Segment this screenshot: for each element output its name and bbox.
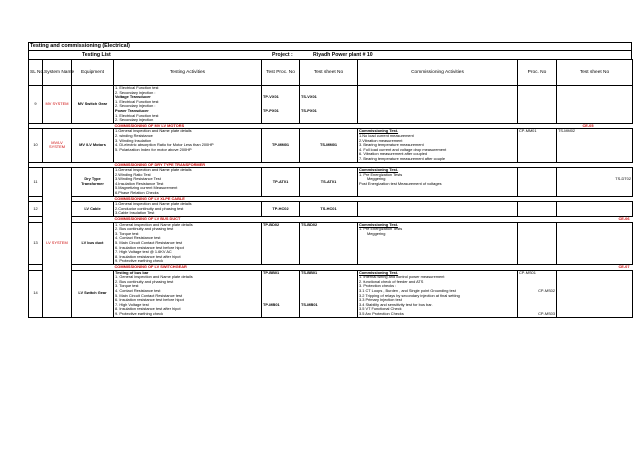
activity-line: Power Transducer: [115, 107, 149, 113]
activity-line: 6. Insulation resistance test before hipot: [115, 297, 184, 303]
activity-line: 3. Winding Insulation: [115, 137, 152, 143]
sl-cell: 12: [29, 202, 43, 217]
comm-title: Commissioning Test.: [359, 167, 399, 173]
system-cell: MV/LV SYSTEM: [43, 129, 72, 162]
comm-title: Commissioning Test.: [359, 128, 399, 134]
table-row: [29, 270, 633, 317]
section-code: CE-07: [618, 263, 630, 269]
comm-line: Meggering: [367, 230, 386, 236]
sheet-no: TS-PX01: [301, 107, 317, 113]
proc-no: TP-BB01: [263, 269, 280, 275]
activity-line: 5. Main Circuit Contact Resistance test: [115, 292, 183, 298]
col-comm: Commissioning Activities: [358, 60, 518, 86]
comm-line: 3. Bearing temperature measurement: [359, 142, 424, 148]
proc-cell: [262, 86, 300, 124]
col-proc: Test Proc. No: [262, 60, 300, 86]
col-sheet: Test sheet No: [300, 60, 358, 86]
comm-cell: [358, 168, 518, 197]
comm-line: 3.2 Tripping of relays by secondary injection at final setting: [359, 292, 460, 298]
activity-line: 2. Bus continuity and phasing test: [115, 226, 174, 232]
comm-title: Commissioning Test.: [359, 221, 399, 227]
sl-cell: 9: [29, 86, 43, 124]
proc2-cell: [518, 222, 557, 264]
sheet2-cell: [557, 222, 633, 264]
comm-line: 3.3 Primary Injection test: [359, 297, 402, 303]
activity-line: 1.General inspection and Name plate details: [115, 167, 192, 173]
table-row: [29, 86, 633, 124]
activity-line: 6. Insulation resistance test before hipot: [115, 244, 184, 250]
system-cell: [43, 202, 72, 217]
comm-line: 1. Pre Energization Tests: [359, 226, 403, 232]
equipment-cell: LV Cable: [72, 202, 114, 217]
proc-no: CP-MS02: [538, 287, 555, 293]
activity-line: 1.General inspection and Name plate details: [115, 128, 192, 134]
activity-line: 4.Insulation Resistance Test: [115, 180, 164, 186]
comm-line: 3.4 Stability and sensitivity test for bus bar.: [359, 301, 433, 307]
proc-no: CP-MS01: [519, 269, 536, 275]
section-title: COMMISSIONING OF LV BUS DUCT: [114, 216, 181, 222]
equipment-cell: LV bus duct: [72, 222, 114, 264]
activity-line: 3. Torque test: [115, 283, 139, 289]
section-code: CE-06: [618, 216, 630, 222]
list-label: Testing List: [82, 52, 111, 58]
system-cell: LV SYSTEM: [43, 222, 72, 264]
section-title: COMMISSIONING OF DRY TYPE TRANSFORMER: [114, 162, 633, 168]
document-title: Testing and commissioning (Electrical): [28, 42, 632, 50]
col-activities: Testing Activities: [114, 60, 262, 86]
document-subheader: [28, 50, 632, 59]
activity-line: 5. Polarization Index for motor above 200HP: [115, 146, 192, 152]
proc-cell: TP-MM01: [262, 129, 300, 162]
sheet-cell: TS-MM01: [300, 129, 358, 162]
sheet-no: TS-MB01: [301, 301, 318, 307]
sheet-cell: [300, 270, 358, 317]
activity-line: 5.Magnetizing current Measurement: [115, 185, 178, 191]
sl-cell: 11: [29, 168, 43, 197]
activity-line: 8. Insulation resistance test after hipot: [115, 306, 181, 312]
proc-no: TP-PX01: [263, 107, 279, 113]
activity-line: 2.Winding Ratio Test: [115, 171, 151, 177]
activity-line: 8. Insulation resistance test after hipot: [115, 253, 181, 259]
comm-line: 2.Vibration measurement: [359, 137, 403, 143]
comm-line: Post Energization test Measurement of voltages: [359, 180, 442, 186]
activity-line: 7. High Voltage test @ 1.6KV AC: [115, 249, 172, 255]
sheet2-cell: [557, 86, 633, 124]
activities-cell: [114, 129, 262, 162]
section-title: COMMISSIONING OF LV SWITCHGEAR: [114, 263, 187, 269]
comm-line: 2. functional check of feeder and ATS: [359, 278, 424, 284]
activity-line: 2. Bus continuity and phasing test: [115, 278, 174, 284]
sheet-no: TS-BB01: [301, 269, 318, 275]
sheet2-cell: [557, 168, 633, 197]
sl-cell: 13: [29, 222, 43, 264]
proc2-cell: CP-MM01: [518, 129, 557, 162]
activity-line: 2.Conductor continuity and phasing test: [115, 205, 184, 211]
table-row: [29, 129, 633, 162]
comm-line: 1.No load current measurement: [359, 132, 414, 138]
comm-line: 3.5 Arc Protection Checks: [359, 310, 404, 316]
proc-cell: TP-AT01: [262, 168, 300, 197]
comm-title: Commissioning Test.: [359, 269, 399, 275]
activity-line: 1. General inspection and Name plate details: [115, 274, 193, 280]
comm-cell: [358, 202, 518, 217]
activity-line: 1. Electrical Function test: [115, 98, 159, 104]
comm-cell: [358, 270, 518, 317]
proc-no: TP-VX01: [263, 94, 279, 100]
col-equipment: Equipment: [72, 60, 114, 86]
col-sl: SL No.: [29, 60, 43, 86]
proc-cell: [262, 270, 300, 317]
proc-cell: TP-HC02: [262, 202, 300, 217]
proc2-cell: [518, 168, 557, 197]
project-name: Riyadh Power plant # 10: [313, 52, 373, 58]
equipment-cell: LV Switch Gear: [72, 270, 114, 317]
proc-cell: TP-BD02: [262, 222, 300, 264]
activity-line: 2. winding Resistance: [115, 132, 153, 138]
header-row: [29, 60, 633, 86]
proc2-cell: [518, 86, 557, 124]
col-sheet2: Test sheet No: [557, 60, 633, 86]
sheet2-cell: TS-MM02: [557, 129, 633, 162]
activity-line: 2. Secondary injection: [115, 117, 154, 123]
comm-line: 1. Internal wiring and control power measurement: [359, 274, 445, 280]
system-cell: [43, 168, 72, 197]
sheet-no: TS-DT02: [615, 176, 631, 182]
activity-line: 2. Secondary injection :: [115, 89, 156, 95]
sheet-cell: TS-AT01: [300, 168, 358, 197]
comm-line: 1. Pre Energization Tests: [359, 171, 403, 177]
sheet2-cell: [557, 202, 633, 217]
col-system: System Name: [43, 60, 72, 86]
activity-line: 7. High Voltage test: [115, 301, 149, 307]
activity-line: 9. Protective earthing check: [115, 310, 164, 316]
activities-cell: [114, 222, 262, 264]
proc-no: CP-MS03: [538, 310, 555, 316]
activities-cell: [114, 86, 262, 124]
sl-cell: 10: [29, 129, 43, 162]
comm-line: 3.5 VT Functional Check: [359, 306, 402, 312]
comm-line: Meggering: [367, 176, 386, 182]
activity-line: 1. Electrical Function test: [115, 112, 159, 118]
activities-cell: [114, 168, 262, 197]
activity-title: Testing of bus bar: [115, 269, 149, 275]
activity-line: Voltage Transducer: [115, 94, 151, 100]
comm-line: 7. Bearing temperature measurement after couple: [359, 155, 446, 161]
proc2-cell: [518, 202, 557, 217]
comm-cell: [358, 86, 518, 124]
activity-line: 4. Contact Resistance test: [115, 235, 161, 241]
activity-line: 1. Electrical Function test: [115, 85, 159, 90]
system-cell: [43, 270, 72, 317]
sl-cell: 14: [29, 270, 43, 317]
col-proc2: Proc. No: [518, 60, 557, 86]
activities-cell: [114, 202, 262, 217]
comm-line: 6. Vibration measurement after coupled: [359, 151, 428, 157]
comm-line: 3.1 CT Loops , Burden , and Single point Grounding test: [359, 287, 456, 293]
equipment-cell: Dry Type Transformer: [72, 168, 114, 197]
system-cell: MV SYSTEM: [43, 86, 72, 124]
comm-cell: [358, 129, 518, 162]
equipment-cell: MV /LV Motors: [72, 129, 114, 162]
activity-line: 1.General inspection and Name plate details: [115, 201, 192, 207]
sheet2-cell: [557, 270, 633, 317]
activity-line: 2. Secondary injection :: [115, 103, 156, 109]
activity-line: 4. Di-electric absorption Ratio for Motor Less than 200HP: [115, 142, 214, 148]
activity-line: 9. Protective earthing check: [115, 258, 164, 264]
equipment-cell: MV Switch Gear: [72, 86, 114, 124]
activities-cell: [114, 270, 262, 317]
table-row: [29, 222, 633, 264]
sheet-cell: [300, 86, 358, 124]
section-code: CE-05: [582, 122, 594, 128]
table-row: [29, 168, 633, 197]
activity-line: 3. Torque test: [115, 230, 139, 236]
activity-line: 3.Winding Resistance Test: [115, 176, 161, 182]
comm-cell: [358, 222, 518, 264]
activity-line: 1. General inspection and Name plate details: [115, 221, 193, 227]
activity-line: 6.Phase Relation Checks: [115, 190, 159, 196]
sheet-cell: TS-BD02: [300, 222, 358, 264]
sheet-no: TS-VX01: [301, 94, 317, 100]
testing-table: [28, 59, 633, 318]
activity-line: 3.Cable Insulation Test: [115, 210, 155, 216]
project-label: Project :: [272, 52, 293, 58]
activity-line: 4. Contact Resistance test: [115, 287, 161, 293]
proc-no: TP-MB01: [263, 301, 280, 307]
comm-line: 3. Protection checks :: [359, 283, 397, 289]
section-title: COMMISSIONING OF LV XLPE CABLE: [114, 196, 633, 202]
sheet-cell: TS-HC01: [300, 202, 358, 217]
activity-line: 5. Main Circuit Contact Resistance test: [115, 240, 183, 245]
test-list-sheet: [28, 42, 632, 318]
proc2-cell: [518, 270, 557, 317]
section-title: COMMISSIONING OF MV LV MOTORS: [114, 122, 185, 128]
comm-line: 4. Full load current and voltage drop measurement: [359, 146, 447, 152]
table-row: [29, 202, 633, 217]
